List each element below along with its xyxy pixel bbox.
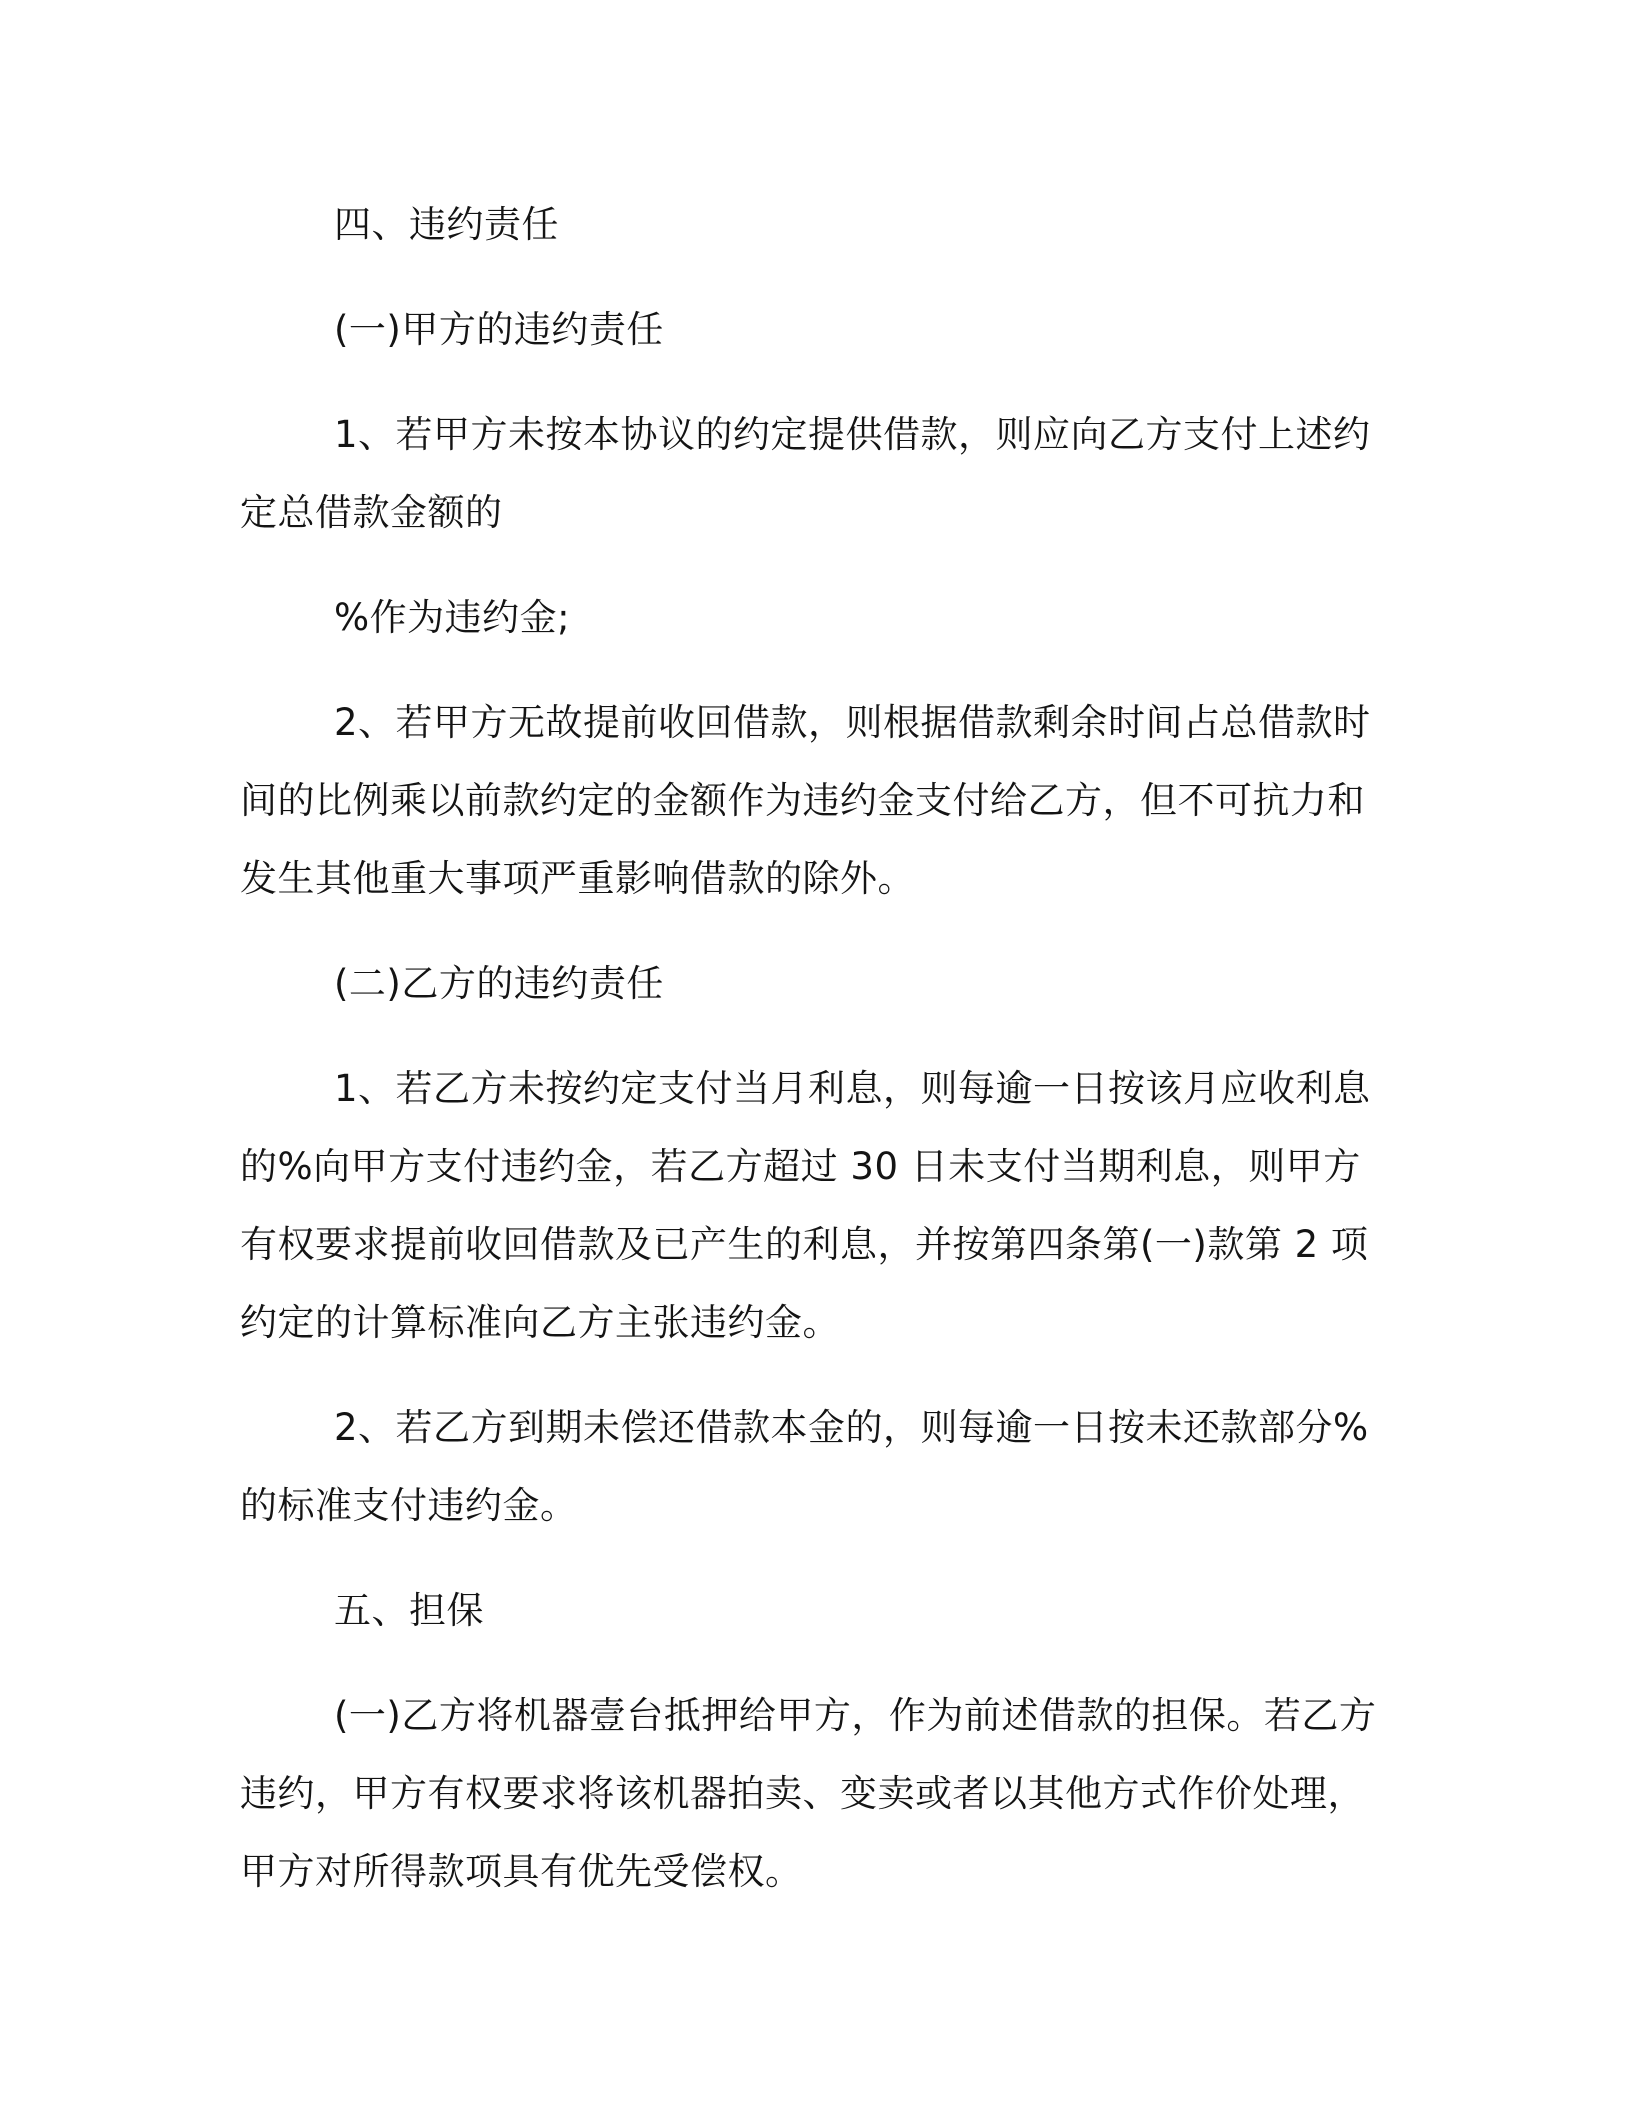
document-body [240,186,1390,1911]
subsection-heading-party-b-liability: (二)乙方的违约责任 [334,962,664,1005]
paragraph-guarantee-clause-1: (一)乙方将机器壹台抵押给甲方，作为前述借款的担保。若乙方违约，甲方有权要求将该机器拍卖、变卖或者以其他方式作价处理，甲方对所得款项具有优先受偿权。 [240,1694,1377,1893]
subsection-heading-party-a-liability: (一)甲方的违约责任 [334,308,664,351]
paragraph-party-b-clause-1: 1、若乙方未按约定支付当月利息，则每逾一日按该月应收利息的%向甲方支付违约金，若乙方超过 30 日未支付当期利息，则甲方有权要求提前收回借款及已产生的利息，并按第四条第(一)款第 2 项约定的计算标准向乙方主张违约金。 [240,1067,1371,1344]
paragraph-party-b-clause-2: 2、若乙方到期未偿还借款本金的，则每逾一日按未还款部分%的标准支付违约金。 [240,1406,1369,1527]
paragraph-party-a-clause-2: 2、若甲方无故提前收回借款，则根据借款剩余时间占总借款时间的比例乘以前款约定的金额作为违约金支付给乙方，但不可抗力和发生其他重大事项严重影响借款的除外。 [240,701,1371,900]
paragraph-penalty-percent: %作为违约金; [334,596,571,639]
paragraph-party-a-clause-1: 1、若甲方未按本协议的约定提供借款，则应向乙方支付上述约定总借款金额的 [240,413,1371,534]
section-heading-guarantee: 五、担保 [334,1589,484,1632]
section-heading-breach-liability: 四、违约责任 [334,203,559,246]
